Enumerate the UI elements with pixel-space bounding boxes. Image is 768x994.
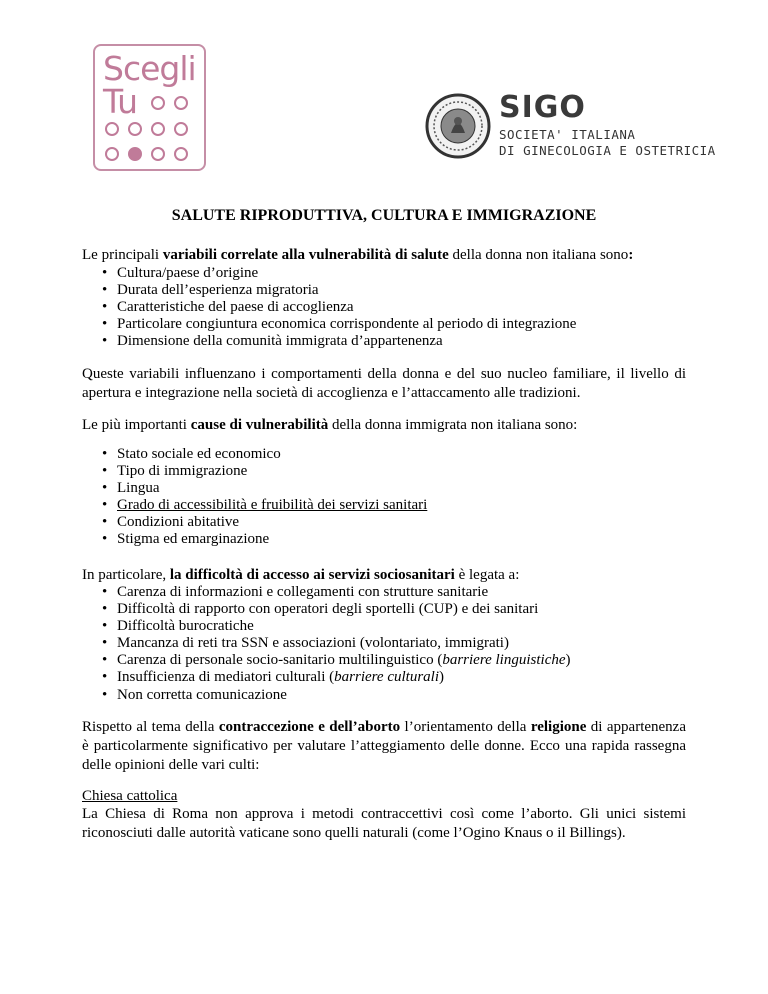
document-title: SALUTE RIPRODUTTIVA, CULTURA E IMMIGRAZIONE [171,207,597,224]
logo-dot [128,122,142,136]
list-item: • Carenza di informazioni e collegamenti con strutture sanitarie [82,584,571,601]
list-item-text: Insufficienza di mediatori culturali ( [117,669,335,686]
religion-paragraph [82,718,686,775]
list-item-emphasis: barriere linguistiche [442,652,566,669]
logo-dot [105,122,119,136]
religion-text: Rispetto al tema della [82,719,219,735]
catholic-paragraph: La Chiesa di Roma non approva i metodi contraccettivi così come l’aborto. Gli unici sistemi riconosciuti dalle autorità vaticane sono quelli naturali (come l’Ogino Knaus o il Billings). [82,806,686,841]
logo-dot [174,122,188,136]
list-item-underlined: • Grado di accessibilità e fruibilità dei servizi sanitari [82,497,427,514]
list-item [82,669,571,686]
list-item: • Mancanza di reti tra SSN e associazioni (volontariato, immigrati) [82,635,571,652]
sceglitu-logo [93,44,206,171]
logo-dot [151,147,165,161]
logo-dot [151,122,165,136]
variables-paragraph: Queste variabili influenzano i comportamenti della donna e del suo nucleo familiare, il livello di apertura e integrazione nella società di accoglienza e l’attaccamento alle tradizioni. [82,366,686,401]
intro-colon: : [628,247,634,263]
list-item: • Difficoltà di rapporto con operatori degli sportelli (CUP) e dei sanitari [82,601,571,618]
intro-text-end: della donna non italiana sono [448,247,629,263]
sceglitu-logo-line1: Scegli [103,49,196,88]
sigo-title: SIGO [499,90,586,125]
causes-list [82,446,427,549]
access-intro-bold: la difficoltà di accesso ai servizi sociosanitari [169,567,455,583]
section-title-catholic: Chiesa cattolica [82,788,178,804]
list-item-emphasis: barriere culturali [334,669,440,686]
list-item-text: Carenza di personale socio-sanitario multilinguistico ( [117,652,443,669]
access-intro [82,566,686,585]
logo-dot-filled [128,147,142,161]
causes-intro-text-end: della donna immigrata non italiana sono: [328,417,578,433]
list-item: • Condizioni abitative [82,514,427,531]
access-list [82,584,571,704]
list-item-text-end: ) [565,652,571,669]
logo-dot [174,96,188,110]
list-item: • Stato sociale ed economico [82,446,427,463]
list-item [82,652,571,669]
causes-intro-bold: cause di vulnerabilità [190,417,329,433]
access-intro-text: In particolare, [82,567,170,583]
intro-text: Le principali [82,247,163,263]
list-item-text-end: ) [439,669,445,686]
list-item: • Durata dell’esperienza migratoria [82,282,576,299]
sigo-logo [425,90,716,173]
list-item: • Lingua [82,480,427,497]
logo-dot [174,147,188,161]
causes-intro-text: Le più importanti [82,417,191,433]
access-intro-text-end: è legata a: [454,567,520,583]
list-item: • Particolare congiuntura economica corrispondente al periodo di integrazione [82,316,576,333]
list-item: • Dimensione della comunità immigrata d’appartenenza [82,333,576,350]
list-item: • Difficoltà burocratiche [82,618,571,635]
list-item: • Tipo di immigrazione [82,463,427,480]
sceglitu-logo-line2: Tu [103,82,138,121]
logo-dot [151,96,165,110]
sigo-seal-icon [425,93,491,159]
sigo-subtitle-1: SOCIETA' ITALIANA [499,127,636,142]
religion-bold-2: religione [530,719,587,735]
intro-paragraph [82,246,686,265]
sigo-subtitle-2: DI GINECOLOGIA E OSTETRICIA [499,143,716,158]
list-item: • Caratteristiche del paese di accoglienza [82,299,576,316]
logo-dot [105,147,119,161]
religion-text-3: di appartenenza è particolarmente significativo per valutare l’atteggiamento delle donne. Ecco una rapida rassegna delle opinioni delle vari culti: [82,719,686,773]
intro-bold: variabili correlate alla vulnerabilità di salute [162,247,449,263]
causes-intro [82,416,686,435]
list-item: • Stigma ed emarginazione [82,531,427,548]
variables-list [82,265,576,350]
religion-text-2: l’orientamento della [400,719,531,735]
religion-bold-1: contraccezione e dell’aborto [218,719,401,735]
list-item: • Non corretta comunicazione [82,687,571,704]
list-item: • Cultura/paese d’origine [82,265,576,282]
